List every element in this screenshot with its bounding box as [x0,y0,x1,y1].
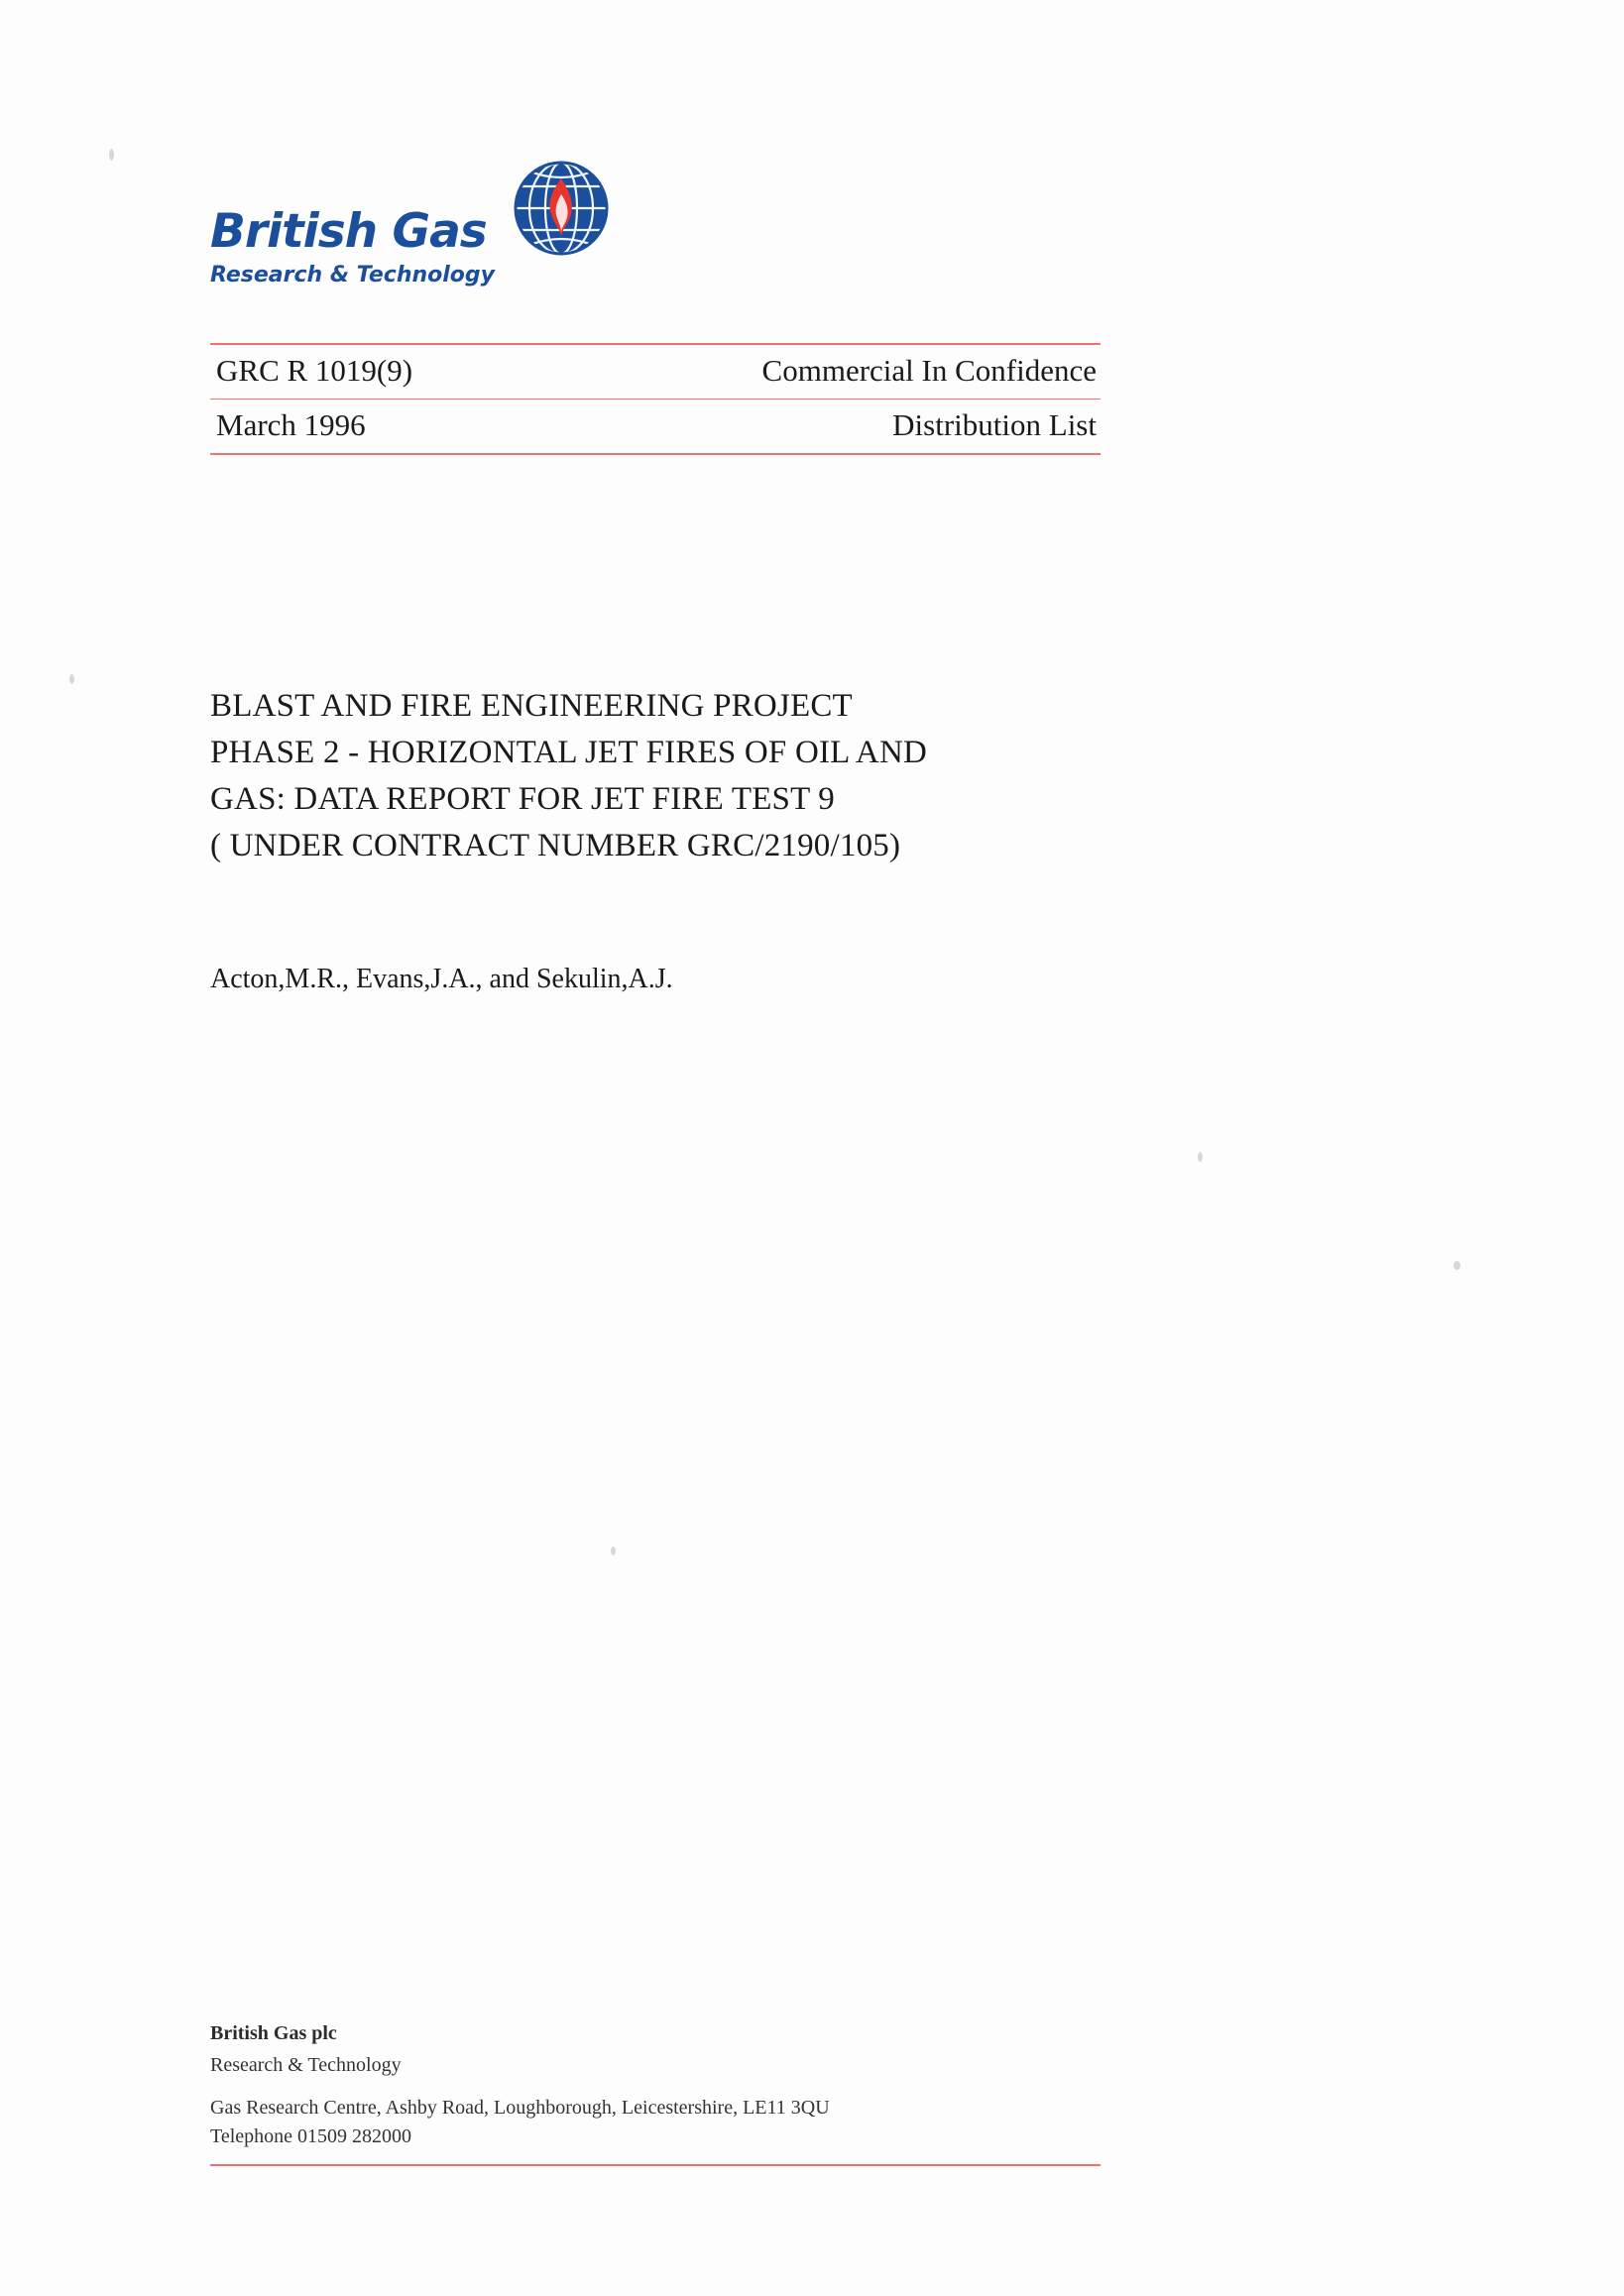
scan-speck [109,149,114,161]
brand-subtitle: Research & Technology [210,263,495,287]
page-footer [210,2022,1101,2166]
scan-speck [611,1547,616,1555]
title-line: PHASE 2 - HORIZONTAL JET FIRES OF OIL AND [210,734,928,770]
footer-address: Gas Research Centre, Ashby Road, Loughborough, Leicestershire, LE11 3QU [210,2097,830,2119]
page-title [210,683,1400,868]
title-line: GAS: DATA REPORT FOR JET FIRE TEST 9 [210,780,836,817]
footer-division: Research & Technology [210,2054,402,2076]
footer-rule [210,2164,1101,2166]
header-rule-bottom [210,453,1101,455]
report-number: GRC R 1019(9) [216,353,413,388]
scan-speck [1198,1152,1203,1162]
header-row-report [210,345,1101,399]
scan-speck [1453,1261,1460,1270]
brand-name: British Gas [210,204,487,259]
header-row-date [210,400,1101,453]
footer-company: British Gas plc [210,2022,337,2044]
authors-line: Acton,M.R., Evans,J.A., and Sekulin,A.J. [210,964,673,995]
report-date: March 1996 [216,407,366,442]
logo-text [210,204,495,287]
footer-telephone: Telephone 01509 282000 [210,2125,412,2147]
scan-speck [69,674,74,684]
header-block [210,343,1101,455]
globe-flame-icon [508,155,615,262]
title-line: BLAST AND FIRE ENGINEERING PROJECT [210,688,853,724]
document-content [210,139,1400,995]
distribution-label: Distribution List [892,407,1097,442]
classification-label: Commercial In Confidence [761,353,1097,388]
logo-block [210,139,1400,337]
title-line: ( UNDER CONTRACT NUMBER GRC/2190/105) [210,827,901,863]
